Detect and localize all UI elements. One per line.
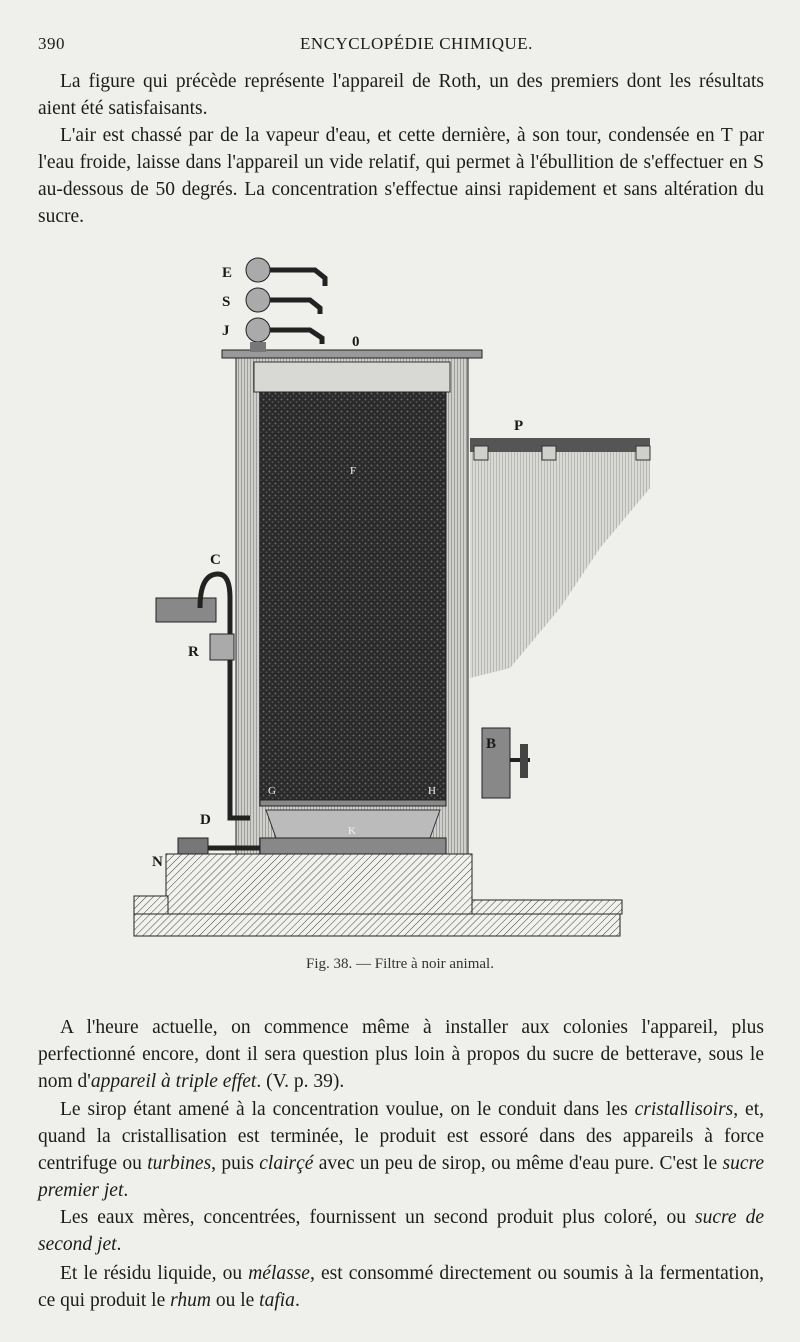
label-P: P bbox=[514, 418, 524, 434]
running-title: ENCYCLOPÉDIE CHIMIQUE. bbox=[300, 34, 533, 53]
paragraph-4-text-g: avec un peu de sirop, ou même d'eau pure. C'est le bbox=[313, 1153, 723, 1174]
label-G: G bbox=[268, 785, 276, 797]
paragraph-6-text-a: Et le résidu liquide, ou bbox=[60, 1263, 249, 1284]
label-B: B bbox=[486, 736, 497, 752]
label-N: N bbox=[152, 854, 163, 870]
figure-filter-apparatus bbox=[130, 248, 660, 948]
paragraph-4 bbox=[38, 1096, 764, 1204]
paragraph-6-text-c: , est consommé directement ou soumis à la fermentation, ce qui produit le bbox=[38, 1263, 765, 1311]
label-O: 0 bbox=[352, 334, 360, 350]
label-J: J bbox=[222, 323, 230, 339]
paragraph-6-text-g: . bbox=[294, 1290, 300, 1311]
paragraph-6-term-tafia: tafia bbox=[259, 1290, 295, 1311]
paragraph-6-text-e: ou le bbox=[210, 1290, 260, 1311]
paragraph-2-text: L'air est chassé par de la vapeur d'eau, et cette dernière, à son tour, condensée en T par l'eau froide, laisse dans l'appareil un vide relatif, qui permet à l'ébullition de s'effectuer en S au-dessous de 50 degrés. La concentration s'effectue ainsi rapidement et sans altération du sucre. bbox=[38, 125, 764, 227]
page-header bbox=[38, 34, 750, 58]
label-R: R bbox=[188, 644, 199, 660]
paragraph-4-term-claire: clairçé bbox=[259, 1153, 314, 1174]
paragraph-4-term-cristallisoirs: cristallisoirs bbox=[634, 1099, 734, 1120]
masonry-base bbox=[134, 854, 622, 936]
paragraph-2 bbox=[38, 122, 764, 230]
label-H: H bbox=[428, 785, 436, 797]
paragraph-5-term-second-jet: sucre de second jet bbox=[38, 1207, 764, 1255]
paragraph-3-italic-term: appareil à triple effet bbox=[90, 1071, 257, 1092]
paragraph-4-term-turbines: turbines bbox=[147, 1153, 212, 1174]
paragraph-3-text-c: . (V. p. 39). bbox=[256, 1071, 345, 1092]
label-S: S bbox=[222, 294, 231, 310]
paragraph-1-text: La figure qui précède représente l'appareil de Roth, un des premiers dont les résultats aient été satisfaisants. bbox=[38, 71, 764, 119]
paragraph-6-term-melasse: mélasse bbox=[248, 1263, 310, 1284]
label-D: D bbox=[200, 812, 211, 828]
label-E: E bbox=[222, 265, 233, 281]
figure-caption: Fig. 38. — Filtre à noir animal. bbox=[306, 956, 494, 972]
paragraph-5-text-c: . bbox=[116, 1234, 122, 1255]
paragraph-4-text-c: , et, quand la cristallisation est terminée, le produit est essoré dans des appareils à force centrifuge ou bbox=[38, 1099, 764, 1174]
taps-assembly bbox=[246, 258, 325, 352]
filter-engraving bbox=[130, 248, 660, 948]
paragraph-6 bbox=[38, 1260, 764, 1314]
wall-shading bbox=[470, 438, 650, 678]
paragraph-1 bbox=[38, 68, 764, 122]
paragraph-5-text-a: Les eaux mères, concentrées, fournissent un second produit plus coloré, ou bbox=[60, 1207, 696, 1228]
paragraph-4-text-i: . bbox=[123, 1180, 129, 1201]
filter-cylinder bbox=[222, 350, 482, 858]
label-F: F bbox=[350, 465, 357, 477]
page-number: 390 bbox=[38, 34, 65, 53]
paragraph-4-term-premier-jet: sucre premier jet bbox=[38, 1153, 765, 1201]
paragraph-3-text-a: A l'heure actuelle, on commence même à installer aux colonies l'appareil, plus perfectionné encore, dont il sera question plus loin à propos du sucre de betterave, sous le nom d' bbox=[38, 1017, 764, 1092]
label-K: K bbox=[348, 825, 356, 837]
label-C: C bbox=[210, 552, 221, 568]
paragraph-4-text-a: Le sirop étant amené à la concentration voulue, on le conduit dans les bbox=[60, 1099, 635, 1120]
paragraph-3 bbox=[38, 1014, 764, 1095]
paragraph-5 bbox=[38, 1204, 764, 1258]
paragraph-6-term-rhum: rhum bbox=[170, 1290, 211, 1311]
paragraph-4-text-e: , puis bbox=[211, 1153, 260, 1174]
